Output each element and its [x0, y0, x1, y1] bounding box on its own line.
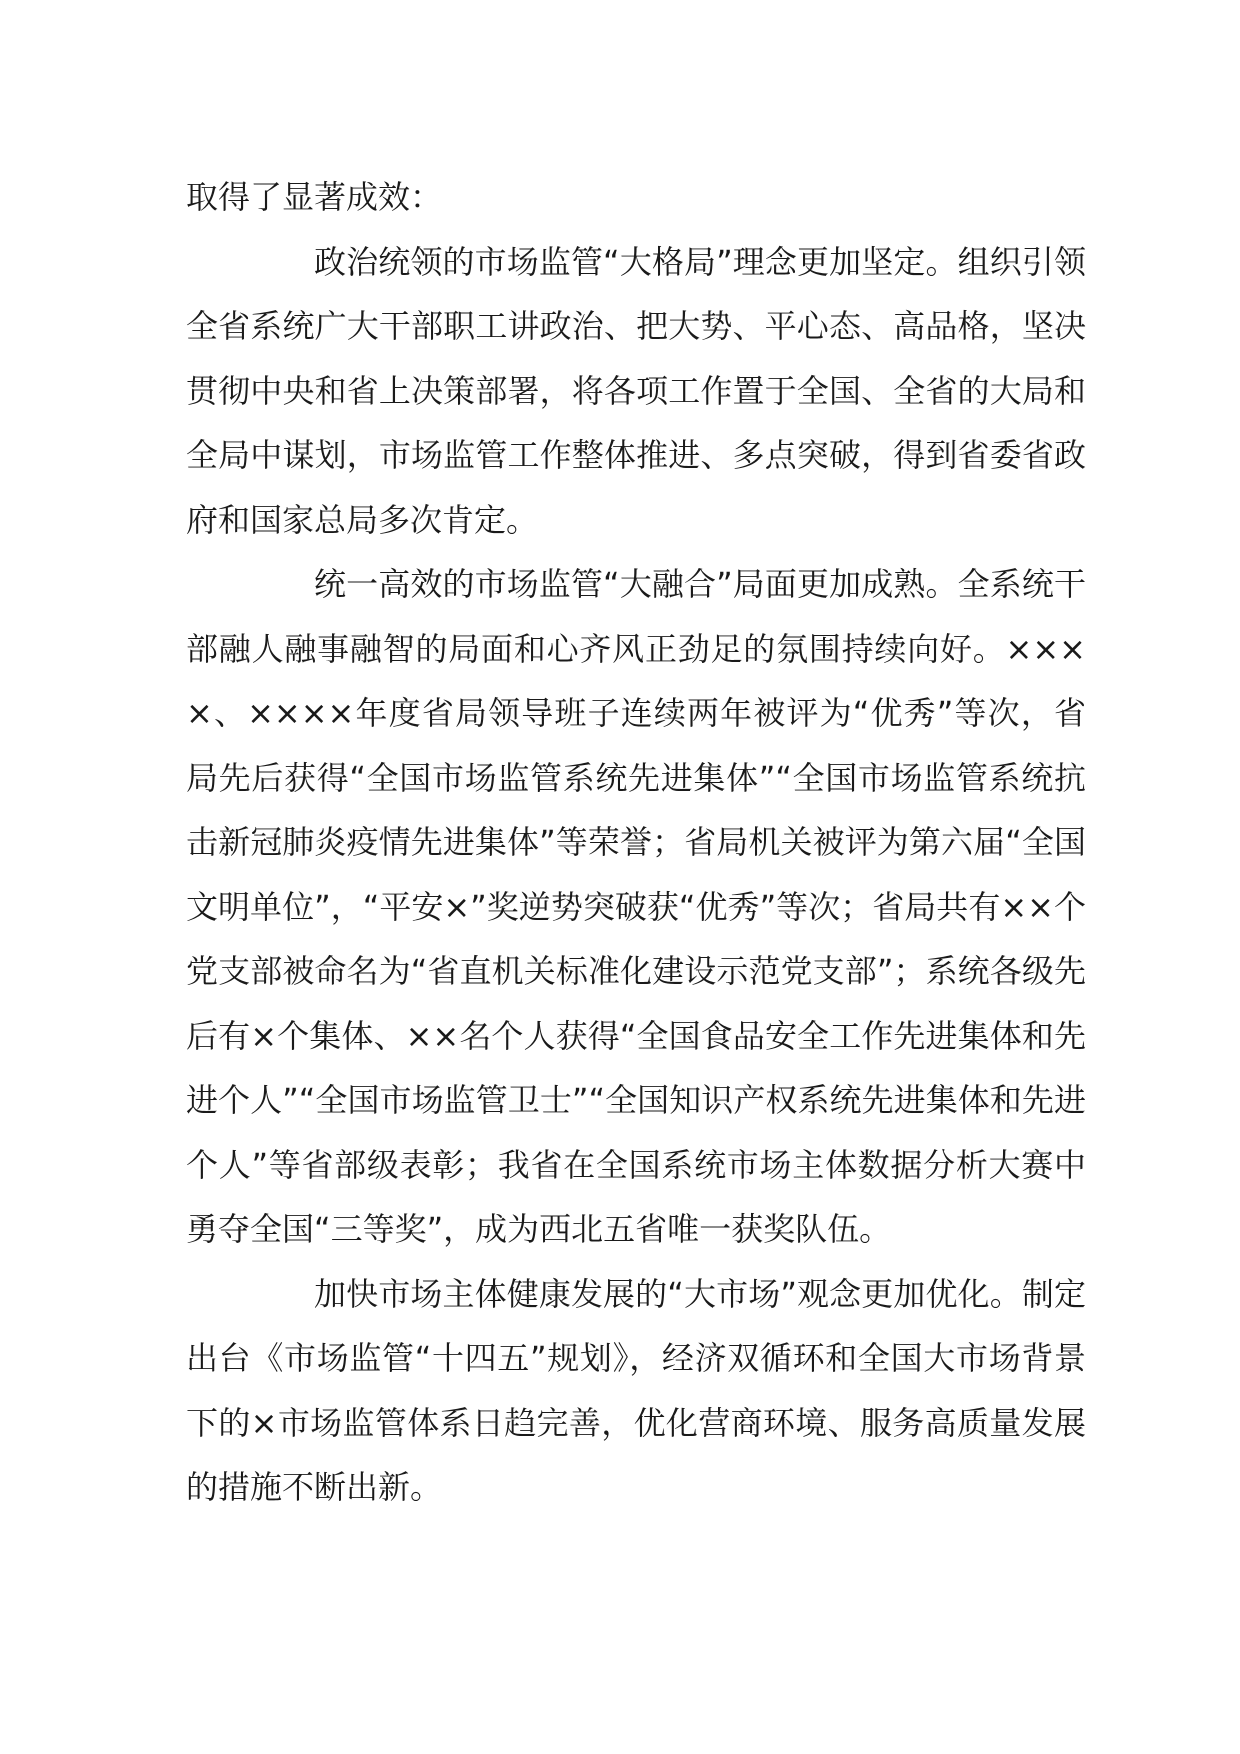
document-body — [186, 165, 1086, 1520]
paragraph-integration: 统一高效的市场监管“大融合”局面更加成熟。全系统干部融人融事融智的局面和心齐风正劲足的氛围持续向好。××××、××××年度省局领导班子连续两年被评为“优秀”等次，省局先后获得“全国市场监管系统先进集体”“全国市场监管系统抗击新冠肺炎疫情先进集体”等荣誉；省局机关被评为第六届“全国文明单位”，“平安×”奖逆势突破获“优秀”等次；省局共有××个党支部被命名为“省直机关标准化建设示范党支部”；系统各级先后有×个集体、××名个人获得“全国食品安全工作先进集体和先进个人”“全国市场监管卫士”“全国知识产权系统先进集体和先进个人”等省部级表彰；我省在全国系统市场主体数据分析大赛中勇夺全国“三等奖”，成为西北五省唯一获奖队伍。 — [186, 565, 1086, 1248]
paragraph-political-leadership: 政治统领的市场监管“大格局”理念更加坚定。组织引领全省系统广大干部职工讲政治、把大势、平心态、高品格，坚决贯彻中央和省上决策部署，将各项工作置于全国、全省的大局和全局中谋划，市场监管工作整体推进、多点突破，得到省委省政府和国家总局多次肯定。 — [186, 242, 1086, 539]
paragraph-big-market: 加快市场主体健康发展的“大市场”观念更加优化。制定出台《市场监管“十四五”规划》，经济双循环和全国大市场背景下的×市场监管体系日趋完善，优化营商环境、服务高质量发展的措施不断出新。 — [186, 1274, 1086, 1506]
paragraph-intro-continuation: 取得了显著成效： — [186, 178, 443, 216]
